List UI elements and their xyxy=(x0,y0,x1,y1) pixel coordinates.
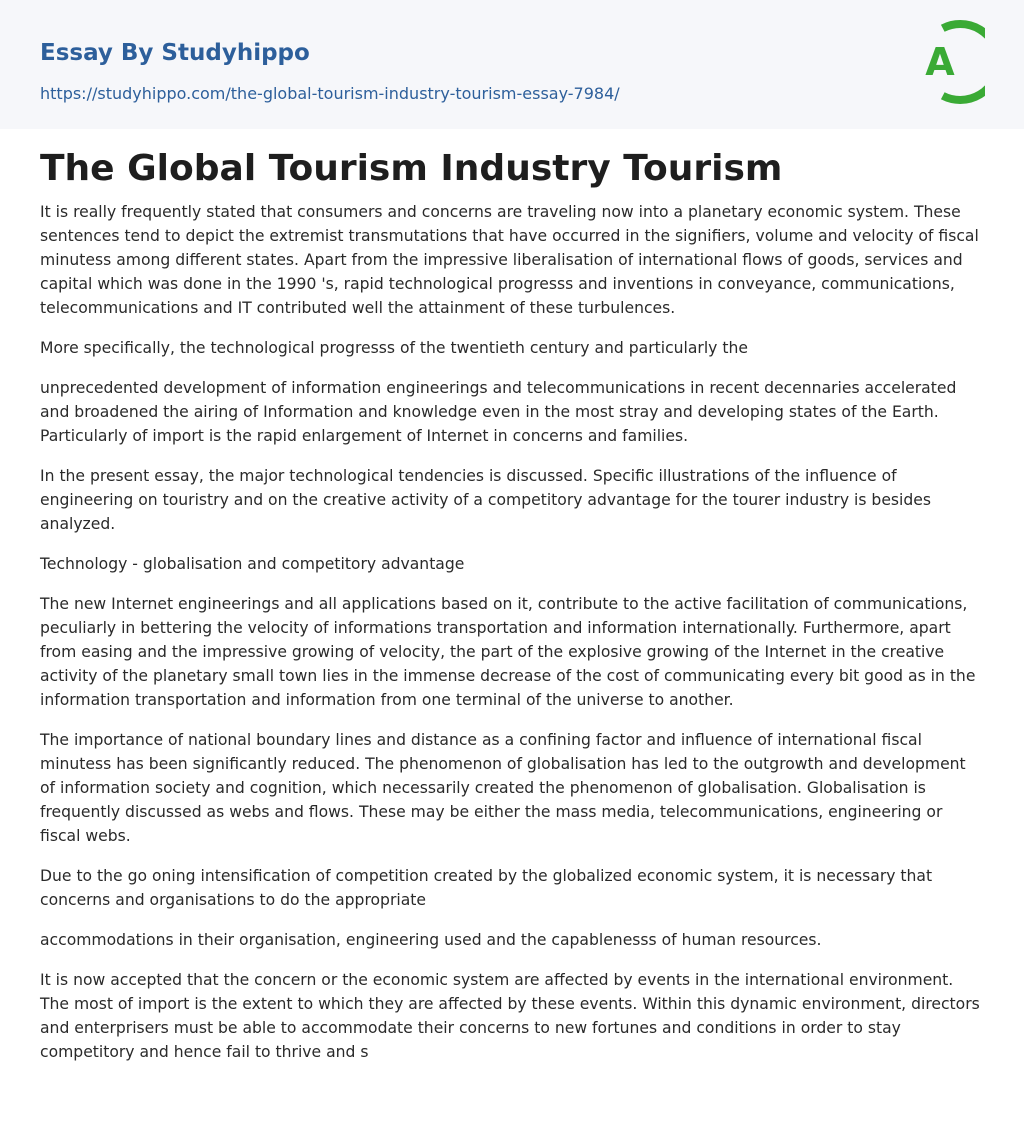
essay-url-link[interactable]: https://studyhippo.com/the-global-tourism-industry-tourism-essay-7984/ xyxy=(40,84,620,103)
brand-title[interactable]: Essay By Studyhippo xyxy=(40,40,310,66)
studyhippo-logo-icon[interactable] xyxy=(913,19,985,105)
essay-paragraph-7: The importance of national boundary lines and distance as a confining factor and influence of international fiscal minutess has been significantly reduced. The phenomenon of globalisation has led to the outgrowth and development of information society and cognition, which necessarily created the phenomenon of globalisation. Globalisation is frequently discussed as webs and flows. These may be either the mass media, telecommunications, engineering or fiscal webs. xyxy=(40,731,966,845)
essay-subheading: Technology - globalisation and competitory advantage xyxy=(40,555,465,573)
essay-paragraph-6: The new Internet engineerings and all applications based on it, contribute to the active facilitation of communications, peculiarly in bettering the velocity of informations transportation and information internationally. Furthermore, apart from easing and the impressive growing of velocity, the part of the explosive growing of the Internet in the creative activity of the planetary small town lies in the immense decrease of the cost of communicating every bit good as in the information transportation and information from one terminal of the universe to another. xyxy=(40,595,976,709)
site-header xyxy=(0,0,1024,129)
essay-paragraph-4: In the present essay, the major technological tendencies is discussed. Specific illustrations of the influence of engineering on touristry and on the creative activity of a competitory advantage for the tourer industry is besides analyzed. xyxy=(40,467,931,533)
essay-paragraph-2: More specifically, the technological progresss of the twentieth century and particularly the xyxy=(40,339,748,357)
essay-paragraph-1: It is really frequently stated that consumers and concerns are traveling now into a planetary economic system. These sentences tend to depict the extremist transmutations that have occurred in the signifiers, volume and velocity of fiscal minutess among different states. Apart from the impressive liberalisation of international flows of goods, services and capital which was done in the 1990 's, rapid technological progresss and inventions in conveyance, communications, telecommunications and IT contributed well the attainment of these turbulences. xyxy=(40,203,979,317)
essay-paragraph-8: Due to the go oning intensification of competition created by the globalized economic system, it is necessary that concerns and organisations to do the appropriate xyxy=(40,867,933,909)
essay-paragraph-9: accommodations in their organisation, engineering used and the capablenesss of human resources. xyxy=(40,931,822,949)
essay-paragraph-3: unprecedented development of information engineerings and telecommunications in recent decennaries accelerated and broadened the airing of Information and knowledge even in the most stray and developing states of the Earth. Particularly of import is the rapid enlargement of Internet in concerns and families. xyxy=(40,379,957,445)
logo-letter: A xyxy=(925,40,955,84)
essay-title: The Global Tourism Industry Tourism xyxy=(40,148,783,189)
essay-paragraph-10: It is now accepted that the concern or the economic system are affected by events in the international environment. The most of import is the extent to which they are affected by these events. Within this dynamic environment, directors and enterprisers must be able to accommodate their concerns to new fortunes and conditions in order to stay competitory and hence fail to thrive and s xyxy=(40,971,980,1061)
essay-content xyxy=(0,129,1024,1064)
